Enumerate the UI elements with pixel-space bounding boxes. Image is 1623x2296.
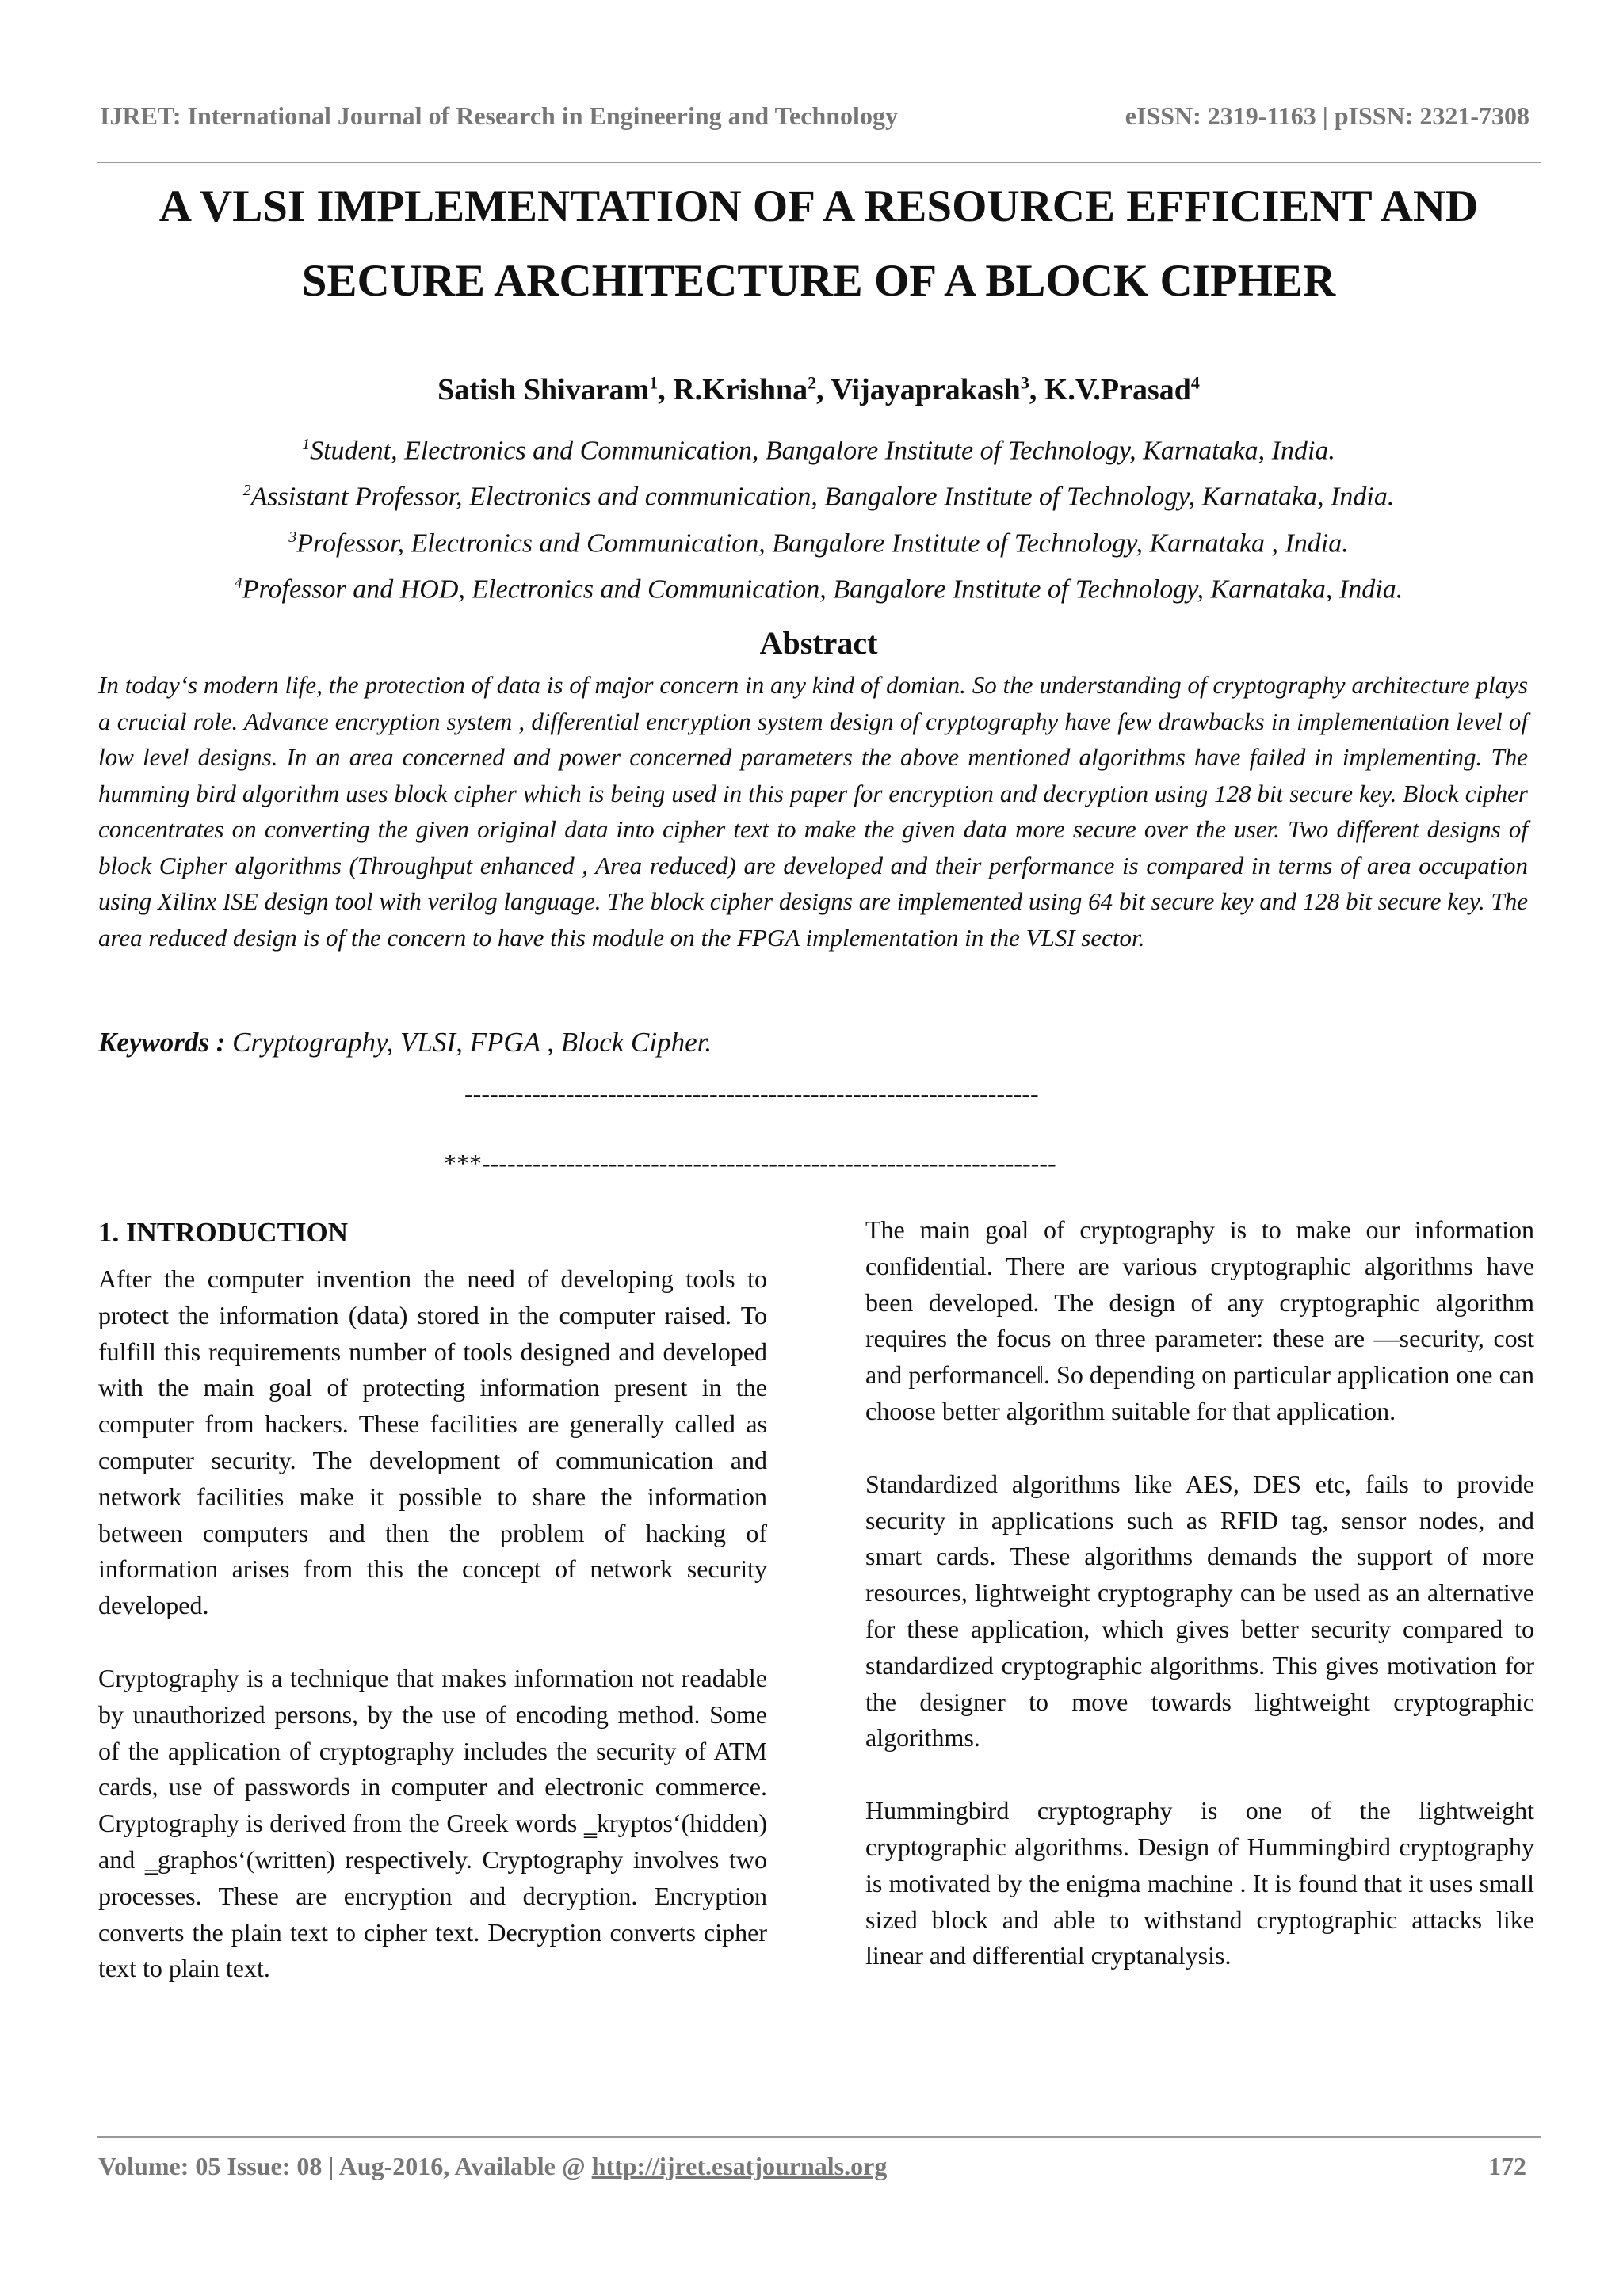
title-line: SECURE ARCHITECTURE OF A BLOCK CIPHER (301, 256, 1336, 306)
separator-line: ***-------------------------------------------------------------------- (444, 1149, 1056, 1177)
author-list (97, 372, 1541, 407)
section-heading: 1. INTRODUCTION (98, 1217, 349, 1248)
left-column (98, 1212, 767, 1987)
affiliation-text: Professor, Electronics and Communication, Bangalore Institute of Technology, Karnataka , India. (296, 528, 1349, 558)
author-name: Vijayaprakash (831, 373, 1021, 406)
separator-line: -------------------------------------------------------------------- (464, 1079, 1039, 1108)
page-number: 172 (1488, 2152, 1526, 2180)
affiliations (97, 425, 1541, 609)
issn: eISSN: 2319-1163 | pISSN: 2321-7308 (1125, 101, 1529, 130)
paragraph: Hummingbird cryptography is one of the lightweight cryptographic algorithms. Design of Hummingbird cryptography is motivated by the enigma machine . It is found that it uses small sized block and able to withstand cryptographic attacks like linear and differential cryptanalysis. (865, 1796, 1534, 1970)
affiliation (97, 517, 1541, 563)
journal-name: IJRET: International Journal of Research in Engineering and Technology (100, 101, 898, 130)
author-sup: 3 (1020, 372, 1029, 393)
affiliation (97, 425, 1541, 471)
paragraph: The main goal of cryptography is to make our information confidential. There are various cryptographic algorithms have been developed. The design of any cryptographic algorithm requires the focus on three parameter: these are ―security, cost and performance‖. So depending on particular application one can choose better algorithm suitable for that application. (865, 1215, 1534, 1425)
footer-rule (97, 2136, 1541, 2138)
abstract-heading: Abstract (759, 625, 878, 661)
keywords (98, 1027, 712, 1058)
title-line: A VLSI IMPLEMENTATION OF A RESOURCE EFFICIENT AND (158, 181, 1479, 231)
author-sep: , (1029, 373, 1044, 406)
keywords-text: Cryptography, VLSI, FPGA , Block Cipher. (225, 1027, 712, 1058)
author-name: Satish Shivaram (437, 373, 650, 406)
right-column (865, 1212, 1534, 1974)
journal-link[interactable]: http://ijret.esatjournals.org (591, 2152, 888, 2180)
paragraph: After the computer invention the need of developing tools to protect the information (data) stored in the computer raised. To fulfill this requirements number of tools designed and developed with the main goal of protecting information present in the computer from hackers. These facilities are generally called as computer security. The development of communication and network facilities make it possible to share the information between computers and then the problem of hacking of information arises from this the concept of network security developed. (98, 1264, 767, 1620)
affiliation-text: Student, Electronics and Communication, Bangalore Institute of Technology, Karnataka, India. (310, 436, 1335, 466)
affiliation-text: Assistant Professor, Electronics and communication, Bangalore Institute of Technology, Karnataka, India. (250, 482, 1395, 512)
affiliation-text: Professor and HOD, Electronics and Communication, Bangalore Institute of Technology, Karnataka, India. (242, 574, 1403, 605)
keywords-label: Keywords : (98, 1027, 226, 1058)
affiliation (97, 563, 1541, 609)
author-sup: 4 (1190, 372, 1200, 393)
affiliation-sup: 4 (234, 574, 242, 592)
paragraph: Standardized algorithms like AES, DES etc, fails to provide security in applications such as RFID tag, sensor nodes, and smart cards. These algorithms demands the support of more resources, lightweight cryptography can be used as an alternative for these application, which gives better security compared to standardized cryptographic algorithms. This gives motivation for the designer to move towards lightweight cryptographic algorithms. (865, 1469, 1534, 1753)
author-name: R.Krishna (673, 373, 808, 406)
footer-text: Volume: 05 Issue: 08 | Aug-2016, Available @ (98, 2152, 592, 2180)
author-sup: 1 (649, 372, 659, 393)
paragraph: Cryptography is a technique that makes information not readable by unauthorized persons, by the use of encoding method. Some of the application of cryptography includes the security of ATM cards, use of passwords in computer and electronic commerce. Cryptography is derived from the Greek words ‗kryptos‘(hidden) and ‗graphos‘(written) respectively. Cryptography involves two processes. These are encryption and decryption. Encryption converts the plain text to cipher text. Decryption converts cipher text to plain text. (98, 1663, 767, 1983)
author-sup: 2 (808, 372, 817, 393)
affiliation-sup: 1 (302, 436, 311, 453)
paper-title (97, 170, 1541, 318)
header-rule (97, 162, 1541, 163)
author-sep: , (816, 373, 831, 406)
affiliation (97, 471, 1541, 517)
footer-info (98, 2152, 887, 2181)
author-name: K.V.Prasad (1044, 373, 1191, 406)
author-sep: , (658, 373, 674, 406)
affiliation-sup: 3 (288, 528, 297, 546)
affiliation-sup: 2 (242, 482, 251, 500)
abstract-body: In today‘s modern life, the protection of data is of major concern in any kind of domian. So the understanding of cryptography architecture plays a crucial role. Advance encryption system , differential encryption system design of cryptography have few drawbacks in implementation level of low level designs. In an area concerned and power concerned parameters the above mentioned algorithms have failed in implementing. The humming bird algorithm uses block cipher which is being used in this paper for encryption and decryption using 128 bit secure key. Block cipher concentrates on converting the given original data into cipher text to make the given data more secure over the user. Two different designs of block Cipher algorithms (Throughput enhanced , Area reduced) are developed and their performance is compared in terms of area occupation using Xilinx ISE design tool with verilog language. The block cipher designs are implemented using 64 bit secure key and 128 bit secure key. The area reduced design is of the concern to have this module on the FPGA implementation in the VLSI sector. (98, 671, 1528, 952)
